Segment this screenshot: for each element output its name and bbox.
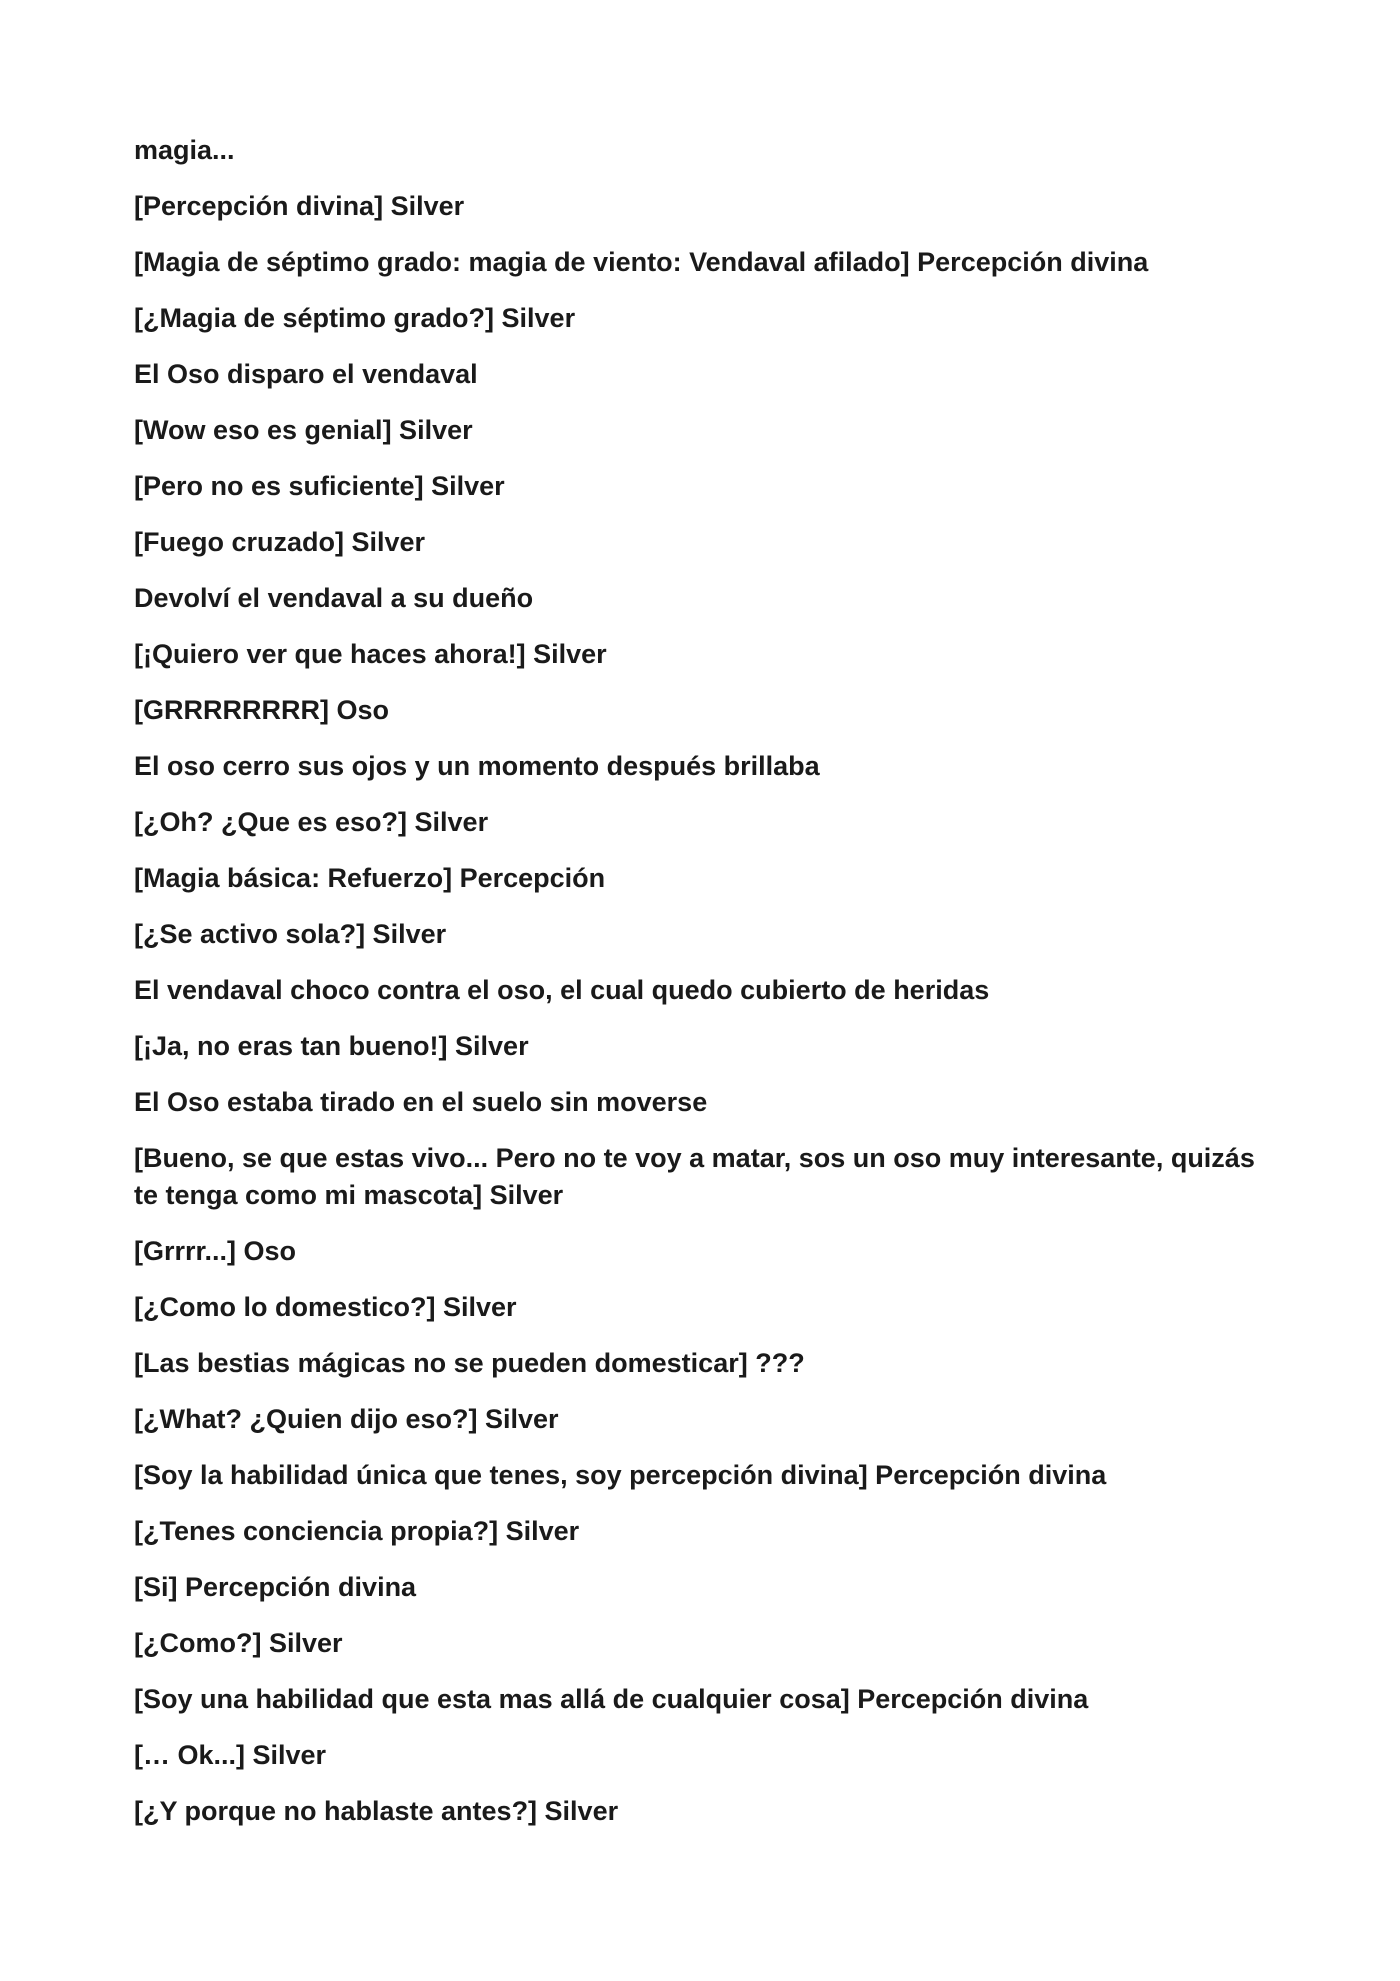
- text-line: [GRRRRRRRR] Oso: [134, 695, 389, 725]
- text-line: [¿Se activo sola?] Silver: [134, 919, 447, 949]
- text-line: El vendaval choco contra el oso, el cual quedo cubierto de heridas: [134, 975, 990, 1005]
- text-line: [Percepción divina] Silver: [134, 191, 465, 221]
- text-line: [Wow eso es genial] Silver: [134, 415, 473, 445]
- text-line: magia...: [134, 135, 235, 165]
- text-line: El Oso disparo el vendaval: [134, 359, 478, 389]
- text-line: El Oso estaba tirado en el suelo sin moverse: [134, 1087, 708, 1117]
- text-line: [Pero no es suficiente] Silver: [134, 471, 505, 501]
- text-line: [Magia de séptimo grado: magia de viento: Vendaval afilado] Percepción divina: [134, 247, 1149, 277]
- text-line: [Soy la habilidad única que tenes, soy percepción divina] Percepción divina: [134, 1460, 1107, 1490]
- text-line: El oso cerro sus ojos y un momento después brillaba: [134, 751, 820, 781]
- text-line: [Grrrr...] Oso: [134, 1236, 297, 1266]
- text-line: [¿Oh? ¿Que es eso?] Silver: [134, 807, 489, 837]
- text-line: [¿Como lo domestico?] Silver: [134, 1292, 517, 1322]
- text-line: [¿Magia de séptimo grado?] Silver: [134, 303, 576, 333]
- text-line: [¿Tenes conciencia propia?] Silver: [134, 1516, 580, 1546]
- document-body: [134, 132, 1284, 1849]
- text-line: [¿What? ¿Quien dijo eso?] Silver: [134, 1404, 559, 1434]
- text-line: [Magia básica: Refuerzo] Percepción: [134, 863, 606, 893]
- text-line: [¡Quiero ver que haces ahora!] Silver: [134, 639, 607, 669]
- text-line: [Las bestias mágicas no se pueden domesticar] ???: [134, 1348, 805, 1378]
- text-line: [Bueno, se que estas vivo... Pero no te voy a matar, sos un oso muy interesante, quizás te tenga como mi mascota] Silver: [134, 1143, 1255, 1210]
- text-line: [… Ok...] Silver: [134, 1740, 327, 1770]
- text-line: [Si] Percepción divina: [134, 1572, 417, 1602]
- text-line: [Soy una habilidad que esta mas allá de cualquier cosa] Percepción divina: [134, 1684, 1089, 1714]
- text-line: [¿Y porque no hablaste antes?] Silver: [134, 1796, 619, 1826]
- text-line: Devolví el vendaval a su dueño: [134, 583, 534, 613]
- text-line: [¿Como?] Silver: [134, 1628, 343, 1658]
- text-line: [Fuego cruzado] Silver: [134, 527, 426, 557]
- text-line: [¡Ja, no eras tan bueno!] Silver: [134, 1031, 529, 1061]
